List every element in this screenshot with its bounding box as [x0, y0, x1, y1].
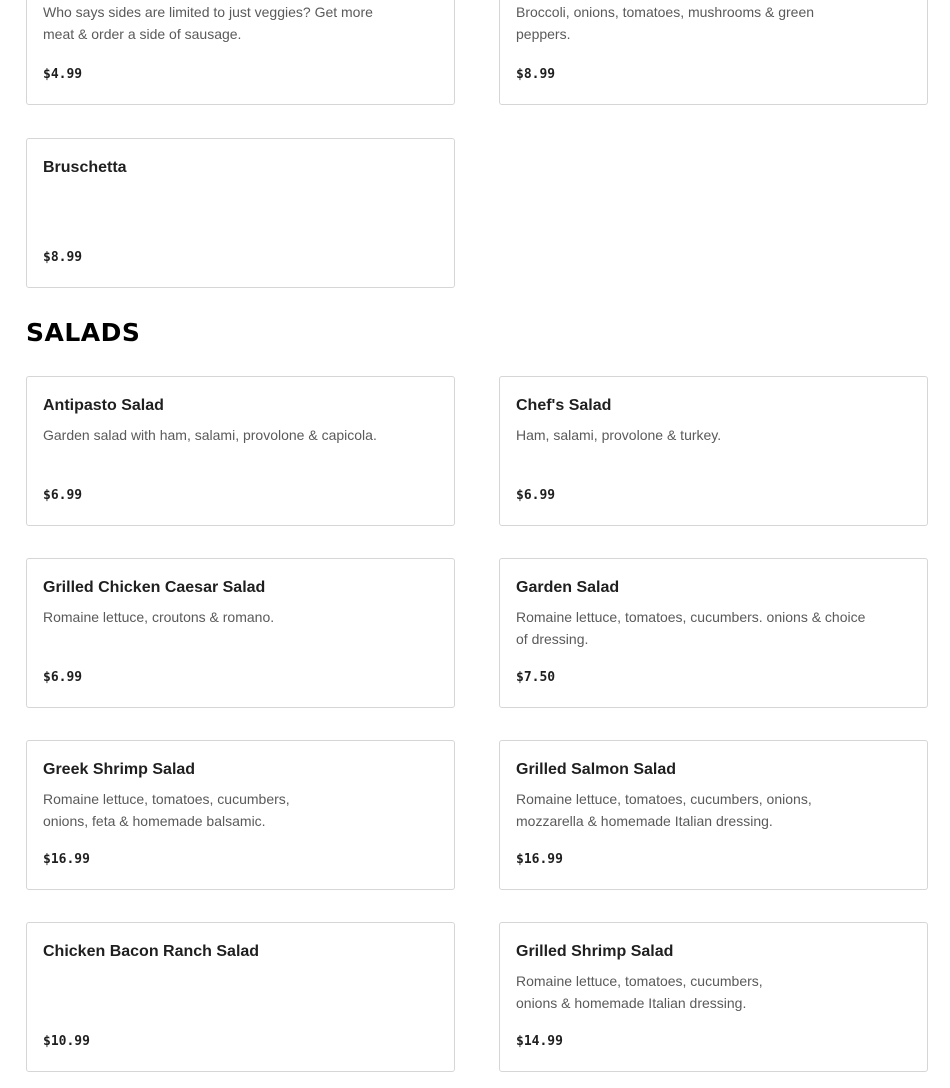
- item-name: Greek Shrimp Salad: [43, 761, 196, 778]
- item-price: $8.99: [43, 250, 83, 265]
- item-description: Ham, salami, provolone & turkey.: [516, 427, 722, 443]
- menu-item-card[interactable]: [499, 376, 928, 526]
- item-description: Romaine lettuce, croutons & romano.: [43, 609, 275, 625]
- item-price: $6.99: [43, 670, 83, 685]
- item-name: Chicken Bacon Ranch Salad: [43, 943, 260, 960]
- item-price: $8.99: [516, 67, 556, 82]
- item-price: $16.99: [43, 852, 90, 867]
- menu-item-card[interactable]: [499, 922, 928, 1072]
- menu-item-card[interactable]: [26, 138, 455, 288]
- menu-item-card[interactable]: [26, 0, 455, 105]
- item-price: $6.99: [516, 488, 556, 503]
- item-description: Who says sides are limited to just veggies? Get more meat & order a side of sausage.: [43, 4, 373, 42]
- item-name: Grilled Chicken Caesar Salad: [43, 579, 266, 596]
- item-name: Bruschetta: [43, 159, 127, 176]
- menu-item-card[interactable]: [26, 740, 455, 890]
- menu-item-card[interactable]: [499, 0, 928, 105]
- section-title-salads: SALADS: [26, 318, 141, 347]
- item-name: Grilled Shrimp Salad: [516, 943, 674, 960]
- menu-item-card[interactable]: [26, 376, 455, 526]
- item-name: Antipasto Salad: [43, 397, 164, 414]
- item-price: $6.99: [43, 488, 83, 503]
- item-name: Grilled Salmon Salad: [516, 761, 677, 778]
- item-price: $14.99: [516, 1034, 563, 1049]
- item-name: Chef's Salad: [516, 397, 612, 414]
- item-name: Garden Salad: [516, 579, 620, 596]
- item-description: Romaine lettuce, tomatoes, cucumbers. onions & choice of dressing.: [516, 609, 866, 647]
- menu-item-card[interactable]: [499, 740, 928, 890]
- item-price: $4.99: [43, 67, 83, 82]
- item-price: $16.99: [516, 852, 563, 867]
- item-description: Garden salad with ham, salami, provolone & capicola.: [43, 427, 377, 443]
- menu-item-card[interactable]: [26, 922, 455, 1072]
- item-price: $7.50: [516, 670, 556, 685]
- item-description: Romaine lettuce, tomatoes, cucumbers, onions, mozzarella & homemade Italian dressing.: [516, 791, 812, 829]
- item-price: $10.99: [43, 1034, 90, 1049]
- item-description: Romaine lettuce, tomatoes, cucumbers, onions, feta & homemade balsamic.: [43, 791, 290, 829]
- menu-item-card[interactable]: [26, 558, 455, 708]
- menu-item-card[interactable]: [499, 558, 928, 708]
- item-description: Broccoli, onions, tomatoes, mushrooms & green peppers.: [516, 4, 815, 42]
- item-description: Romaine lettuce, tomatoes, cucumbers, onions & homemade Italian dressing.: [516, 973, 763, 1011]
